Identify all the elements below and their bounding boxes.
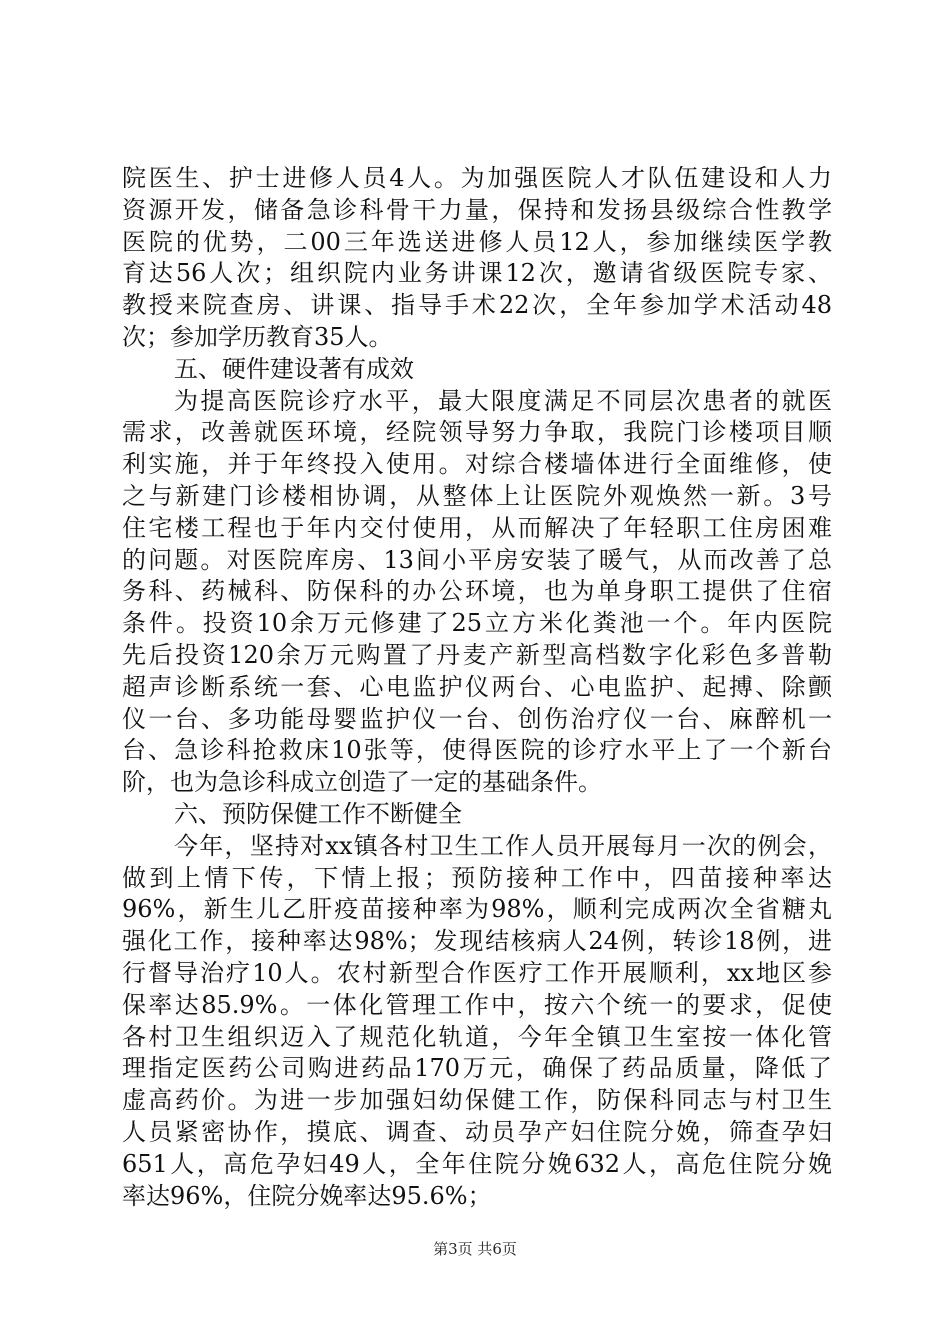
text-line: 行督导治疗10人。农村新型合作医疗工作开展顺利，xx地区参 [122, 958, 832, 987]
text-line: 为提高医院诊疗水平，最大限度满足不同层次患者的就医 [174, 386, 832, 415]
text-line: 次；参加学历教育35人。 [122, 322, 393, 351]
text-line: 强化工作，接种率达98%；发现结核病人24例，转诊18例，进 [122, 927, 832, 956]
text-line: 率达96%，住院分娩率达95.6%； [122, 1181, 492, 1210]
text-line: 育达56人次；组织院内业务讲课12次，邀请省级医院专家、 [122, 259, 832, 288]
text-line: 五、硬件建设著有成效 [174, 354, 414, 383]
text-line: 医院的优势，二00三年选送进修人员12人，参加继续医学教 [122, 227, 832, 256]
text-line: 保率达85.9%。一体化管理工作中，按六个统一的要求，促使 [122, 990, 832, 1019]
text-line: 今年，坚持对xx镇各村卫生工作人员开展每月一次的例会， [174, 831, 832, 860]
page-footer: 第3页 共6页 [433, 1240, 517, 1258]
text-line: 需求，改善就医环境，经院领导努力争取，我院门诊楼项目顺 [122, 418, 832, 447]
text-line: 各村卫生组织迈入了规范化轨道，今年全镇卫生室按一体化管 [122, 1022, 832, 1051]
text-line: 住宅楼工程也于年内交付使用，从而解决了年轻职工住房困难 [122, 513, 832, 542]
text-line: 教授来院查房、讲课、指导手术22次，全年参加学术活动48 [122, 291, 832, 320]
text-line: 人员紧密协作，摸底、调查、动员孕产妇住院分娩，筛查孕妇 [122, 1117, 832, 1146]
text-line: 仪一台、多功能母婴监护仪一台、创伤治疗仪一台、麻醉机一 [122, 704, 832, 733]
text-line: 之与新建门诊楼相协调，从整体上让医院外观焕然一新。3号 [122, 481, 832, 510]
text-line: 超声诊断系统一套、心电监护仪两台、心电监护、起搏、除颤 [122, 672, 832, 701]
text-line: 院医生、护士进修人员4人。为加强医院人才队伍建设和人力 [122, 164, 832, 192]
text-line: 阶，也为急诊科成立创造了一定的基础条件。 [122, 768, 602, 797]
text-line: 利实施，并于年终投入使用。对综合楼墙体进行全面维修，使 [122, 450, 832, 479]
text-line: 务科、药械科、防保科的办公环境，也为单身职工提供了住宿 [122, 577, 832, 606]
text-line: 理指定医药公司购进药品170万元，确保了药品质量，降低了 [122, 1054, 832, 1083]
text-line: 先后投资120余万元购置了丹麦产新型高档数字化彩色多普勒 [122, 640, 832, 669]
text-line: 96%，新生儿乙肝疫苗接种率为98%，顺利完成两次全省糖丸 [122, 895, 832, 924]
text-line: 651人，高危孕妇49人，全年住院分娩632人，高危住院分娩 [122, 1149, 832, 1178]
text-line: 条件。投资10余万元修建了25立方米化粪池一个。年内医院 [122, 609, 832, 638]
text-line: 资源开发，储备急诊科骨干力量，保持和发扬县级综合性教学 [122, 195, 832, 224]
document-body [122, 163, 832, 1212]
text-line: 做到上情下传，下情上报；预防接种工作中，四苗接种率达 [122, 863, 832, 892]
text-line: 的问题。对医院库房、13间小平房安装了暖气，从而改善了总 [122, 545, 832, 574]
text-line: 虚高药价。为进一步加强妇幼保健工作，防保科同志与村卫生 [122, 1086, 832, 1115]
text-line: 六、预防保健工作不断健全 [174, 799, 462, 828]
text-line: 台、急诊科抢救床10张等，使得医院的诊疗水平上了一个新台 [122, 736, 832, 765]
